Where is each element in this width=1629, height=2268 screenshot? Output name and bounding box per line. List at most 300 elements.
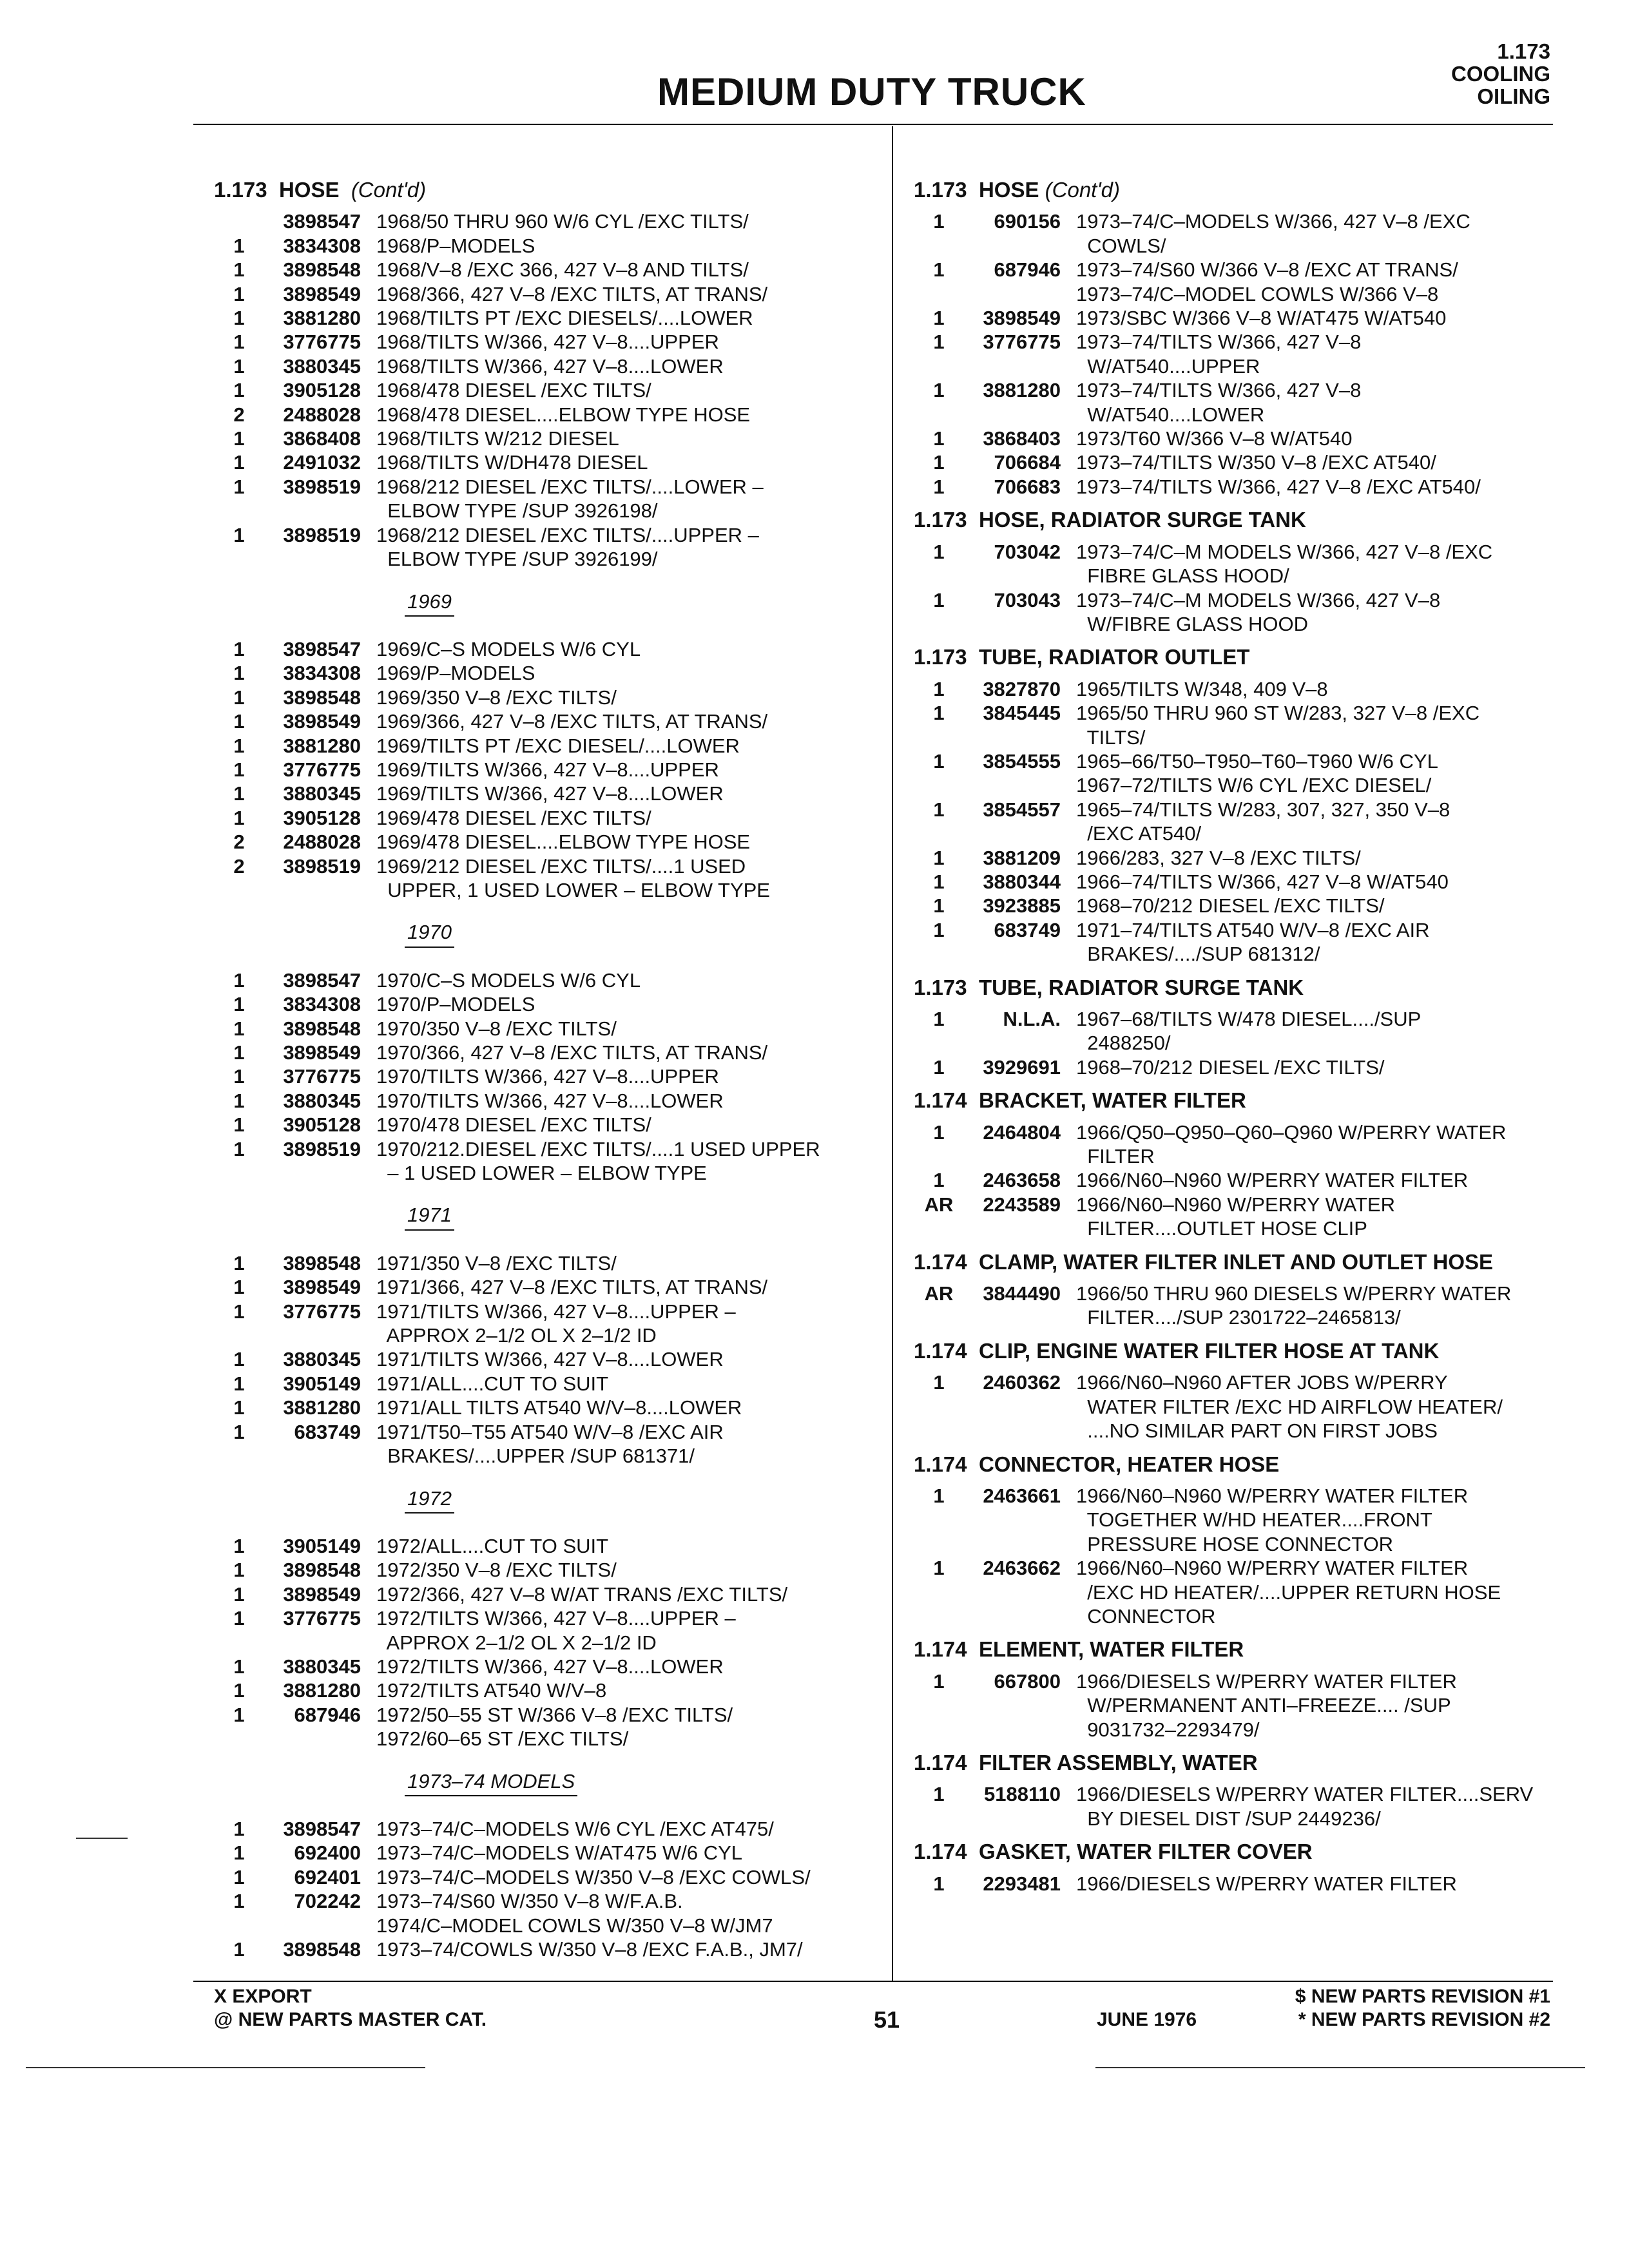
section-name: GASKET, WATER FILTER COVER	[978, 1840, 1313, 1864]
section-heading	[914, 178, 1571, 202]
part-description	[361, 403, 891, 427]
part-description	[361, 306, 891, 330]
section-code: 1.174	[914, 1750, 967, 1774]
part-row	[214, 1865, 891, 1889]
section-note: (Cont'd)	[351, 178, 427, 202]
section-code: 1.173	[914, 975, 967, 999]
part-quantity: 1	[933, 798, 945, 821]
part-description	[1061, 798, 1571, 846]
part-number: 3868403	[983, 427, 1061, 450]
part-row	[214, 734, 891, 758]
part-quantity: 1	[233, 1137, 245, 1160]
part-description	[361, 1396, 891, 1419]
part-row	[914, 870, 1571, 894]
part-description	[361, 854, 891, 903]
description-line: 1968/P–MODELS	[376, 234, 535, 257]
section-category-oiling: OILING	[1477, 84, 1550, 108]
description-line: 1973–74/C–M MODELS W/366, 427 V–8 /EXC	[1076, 540, 1493, 563]
description-line: 1968/50 THRU 960 W/6 CYL /EXC TILTS/	[376, 210, 749, 233]
section-name: CLIP, ENGINE WATER FILTER HOSE AT TANK	[978, 1338, 1440, 1363]
part-row	[914, 306, 1571, 330]
part-quantity: 1	[233, 710, 245, 733]
description-line: 1972/366, 427 V–8 W/AT TRANS /EXC TILTS/	[376, 1582, 788, 1606]
scan-edge-line	[26, 2067, 425, 2068]
description-line: FIBRE GLASS HOOD/	[1076, 564, 1289, 588]
part-number: 3834308	[283, 662, 361, 685]
part-number: 3880345	[283, 354, 361, 378]
description-line: PRESSURE HOSE CONNECTOR	[1076, 1532, 1394, 1555]
section-number: 1.173	[1497, 39, 1550, 63]
part-number: 3898549	[983, 307, 1061, 330]
part-description	[361, 354, 891, 378]
part-description	[361, 475, 891, 523]
part-quantity: 1	[233, 1679, 245, 1702]
left-column	[214, 169, 891, 1961]
part-number: 3898548	[283, 1559, 361, 1582]
description-line: FILTER....OUTLET HOSE CLIP	[1076, 1217, 1367, 1240]
legend-export: X EXPORT	[214, 1986, 312, 2007]
description-line: 1968/TILTS W/DH478 DIESEL	[376, 451, 648, 474]
description-line: 1973–74/C–MODELS W/6 CYL /EXC AT475/	[376, 1817, 774, 1840]
description-line: 1967–68/TILTS W/478 DIESEL..../SUP	[1076, 1008, 1422, 1030]
part-row	[214, 1251, 891, 1275]
part-description	[1061, 258, 1571, 306]
section-code: 1.173	[914, 645, 967, 669]
part-row	[214, 992, 891, 1016]
description-line: FILTER..../SUP 2301722–2465813/	[1076, 1306, 1401, 1329]
part-description	[1061, 330, 1571, 378]
part-quantity: 1	[233, 1089, 245, 1112]
part-number: 667800	[994, 1669, 1061, 1693]
part-row	[214, 1420, 891, 1468]
part-row	[214, 758, 891, 782]
part-number: 692401	[294, 1865, 361, 1888]
part-row	[914, 798, 1571, 846]
description-line: 1969/TILTS PT /EXC DIESEL/....LOWER	[376, 734, 740, 757]
part-row	[214, 1089, 891, 1113]
part-row	[914, 209, 1571, 258]
description-line: 1965–66/T50–T950–T60–T960 W/6 CYL	[1076, 749, 1438, 773]
section-name: ELEMENT, WATER FILTER	[978, 1637, 1244, 1662]
part-number: 702242	[294, 1890, 361, 1913]
description-line: 1969/478 DIESEL....ELBOW TYPE HOSE	[376, 831, 751, 854]
part-quantity: 1	[933, 210, 945, 233]
part-row	[914, 1168, 1571, 1192]
description-line: WATER FILTER /EXC HD AIRFLOW HEATER/	[1076, 1395, 1503, 1418]
part-quantity: 1	[933, 749, 945, 773]
description-line: /EXC HD HEATER/....UPPER RETURN HOSE	[1076, 1581, 1501, 1604]
description-line: APPROX 2–1/2 OL X 2–1/2 ID	[376, 1631, 657, 1654]
description-line: 1971/TILTS W/366, 427 V–8....LOWER	[376, 1348, 724, 1371]
section-heading	[914, 1250, 1571, 1274]
part-quantity: 1	[233, 475, 245, 498]
part-number: 687946	[994, 258, 1061, 282]
part-row	[214, 1372, 891, 1396]
description-line: 1968–70/212 DIESEL /EXC TILTS/	[1076, 1055, 1385, 1079]
part-quantity: 1	[933, 870, 945, 893]
part-description	[1061, 1782, 1571, 1831]
part-number: 3854555	[983, 749, 1061, 773]
section-heading	[214, 178, 891, 202]
part-quantity: 2	[233, 854, 245, 878]
part-description	[361, 1655, 891, 1678]
part-number: 692400	[294, 1841, 361, 1865]
part-quantity: 1	[233, 1420, 245, 1443]
part-quantity: 1	[233, 1276, 245, 1299]
part-description	[1061, 1669, 1571, 1742]
part-row	[214, 1678, 891, 1702]
description-line: W/AT540....UPPER	[1076, 354, 1260, 378]
part-number: 3827870	[983, 677, 1061, 700]
description-line: 1972/TILTS AT540 W/V–8	[376, 1679, 607, 1702]
scan-edge-line	[1095, 2067, 1585, 2068]
margin-mark	[76, 1838, 128, 1839]
description-line: 1968/V–8 /EXC 366, 427 V–8 AND TILTS/	[376, 258, 749, 282]
part-quantity: 1	[233, 758, 245, 781]
part-description	[361, 1275, 891, 1299]
description-line: 1967–72/TILTS W/6 CYL /EXC DIESEL/	[1076, 774, 1432, 797]
part-number: 3898548	[283, 258, 361, 282]
part-description	[1061, 677, 1571, 701]
part-quantity: 1	[933, 1872, 945, 1895]
description-line: 1972/60–65 ST /EXC TILTS/	[376, 1727, 629, 1751]
part-row	[214, 234, 891, 258]
year-subheading-wrap	[214, 572, 891, 637]
part-row	[914, 427, 1571, 450]
part-description	[361, 1372, 891, 1396]
part-row	[914, 1370, 1571, 1443]
description-line: 1968/212 DIESEL /EXC TILTS/....UPPER –	[376, 523, 759, 546]
part-quantity: 1	[233, 307, 245, 330]
section-note: (Cont'd)	[1045, 178, 1120, 202]
revision-1-legend: $ NEW PARTS REVISION #1	[1295, 1986, 1550, 2007]
part-description	[1061, 306, 1571, 330]
part-row	[214, 1841, 891, 1865]
part-quantity: 1	[233, 1655, 245, 1678]
part-number: 3845445	[983, 702, 1061, 725]
part-quantity: 1	[933, 588, 945, 611]
part-number: 3898549	[283, 1041, 361, 1064]
part-description	[361, 1865, 891, 1889]
part-quantity: 1	[933, 677, 945, 700]
part-quantity: 1	[233, 1938, 245, 1961]
part-row	[214, 523, 891, 572]
section-heading	[914, 1751, 1571, 1774]
part-number: 3834308	[283, 993, 361, 1016]
section-code: 1.174	[914, 1840, 967, 1864]
part-row	[914, 1484, 1571, 1556]
part-quantity: 1	[233, 734, 245, 757]
part-row	[914, 258, 1571, 306]
part-description	[361, 523, 891, 572]
section-name: FILTER ASSEMBLY, WATER	[978, 1750, 1258, 1774]
part-description	[361, 661, 891, 685]
part-number: 3881280	[283, 734, 361, 757]
part-number: 3923885	[983, 894, 1061, 918]
part-quantity: 1	[933, 894, 945, 918]
part-number: 3898548	[283, 1251, 361, 1274]
part-number: 5188110	[984, 1783, 1061, 1806]
part-quantity: 1	[233, 258, 245, 282]
description-line: 1969/366, 427 V–8 /EXC TILTS, AT TRANS/	[376, 710, 768, 733]
description-line: W/FIBRE GLASS HOOD	[1076, 612, 1308, 635]
part-number: 3854557	[983, 798, 1061, 821]
part-number: 687946	[294, 1703, 361, 1726]
part-quantity: 1	[233, 1113, 245, 1137]
part-description	[1061, 846, 1571, 870]
part-quantity: 1	[233, 234, 245, 257]
part-row	[214, 403, 891, 427]
description-line: 1972/50–55 ST W/366 V–8 /EXC TILTS/	[376, 1703, 733, 1726]
part-quantity: 2	[233, 403, 245, 426]
description-line: /EXC AT540/	[1076, 822, 1202, 845]
part-description	[1061, 450, 1571, 474]
description-line: UPPER, 1 USED LOWER – ELBOW TYPE	[376, 878, 770, 901]
part-quantity: 1	[233, 1041, 245, 1064]
part-number: 3898547	[283, 968, 361, 992]
description-line: 1971/350 V–8 /EXC TILTS/	[376, 1251, 617, 1274]
part-quantity: 1	[233, 1396, 245, 1419]
part-description	[361, 1347, 891, 1371]
description-line: 1973–74/S60 W/366 V–8 /EXC AT TRANS/	[1076, 258, 1458, 282]
part-description	[361, 992, 891, 1016]
description-line: 1970/212.DIESEL /EXC TILTS/....1 USED UPPER	[376, 1137, 820, 1160]
description-line: CONNECTOR	[1076, 1604, 1216, 1628]
section-code: 1.173	[914, 508, 967, 532]
part-number: 690156	[994, 210, 1061, 233]
description-line: 1973–74/TILTS W/366, 427 V–8	[1076, 331, 1362, 354]
part-description	[1061, 1370, 1571, 1443]
part-description	[1061, 1484, 1571, 1556]
part-row	[214, 354, 891, 378]
description-line: 1973–74/C–M MODELS W/366, 427 V–8	[1076, 588, 1441, 611]
part-number: 3898519	[283, 854, 361, 878]
section-name: HOSE	[278, 178, 340, 202]
part-description	[361, 1113, 891, 1137]
part-description	[1061, 1007, 1571, 1055]
description-line: 1970/TILTS W/366, 427 V–8....LOWER	[376, 1089, 724, 1112]
part-number: 3868408	[283, 427, 361, 450]
part-row	[214, 450, 891, 474]
column-divider	[892, 126, 893, 1981]
year-subheading: 1973–74 MODELS	[405, 1769, 577, 1796]
part-number: 3776775	[983, 331, 1061, 354]
part-number: 683749	[294, 1420, 361, 1443]
part-quantity: 1	[933, 1371, 945, 1394]
section-heading	[914, 645, 1571, 669]
footer-rule	[193, 1981, 1553, 1982]
part-number: 2464804	[983, 1120, 1061, 1144]
part-row	[914, 1872, 1571, 1896]
part-number: 3898547	[283, 210, 361, 233]
part-quantity: 1	[933, 1169, 945, 1192]
description-line: 1974/C–MODEL COWLS W/350 V–8 W/JM7	[376, 1914, 773, 1937]
description-line: 1972/ALL....CUT TO SUIT	[376, 1534, 609, 1557]
part-number: 3880345	[283, 1348, 361, 1371]
part-quantity: 1	[233, 1890, 245, 1913]
part-description	[361, 709, 891, 733]
description-line: 1966/N60–N960 AFTER JOBS W/PERRY	[1076, 1371, 1448, 1394]
description-line: 1965–74/TILTS W/283, 307, 327, 350 V–8	[1076, 798, 1451, 821]
part-row	[214, 854, 891, 903]
part-number: 3776775	[283, 1065, 361, 1088]
part-row	[914, 1193, 1571, 1241]
part-number: 2243589	[983, 1193, 1061, 1216]
part-quantity: 1	[233, 282, 245, 305]
part-number: 706684	[994, 451, 1061, 474]
part-number: 2463662	[983, 1557, 1061, 1580]
part-number: 2463661	[983, 1484, 1061, 1507]
part-description	[361, 1420, 891, 1468]
part-description	[1061, 894, 1571, 918]
section-code: 1.173	[914, 178, 967, 202]
part-description	[361, 1582, 891, 1606]
year-subheading: 1969	[405, 590, 454, 617]
part-number: 3880345	[283, 1089, 361, 1112]
part-number: 3898549	[283, 1276, 361, 1299]
part-quantity: 1	[233, 1065, 245, 1088]
part-row	[914, 450, 1571, 474]
part-number: 3898519	[283, 475, 361, 498]
part-number: 2460362	[983, 1371, 1061, 1394]
part-description	[361, 1678, 891, 1702]
part-number: 3834308	[283, 234, 361, 257]
description-line: 1972/TILTS W/366, 427 V–8....UPPER –	[376, 1607, 736, 1630]
description-line: 1970/P–MODELS	[376, 993, 535, 1016]
part-number: 3881209	[983, 846, 1061, 869]
part-quantity: 1	[933, 1055, 945, 1079]
section-name: TUBE, RADIATOR OUTLET	[978, 645, 1250, 669]
description-line: 1973–74/C–MODELS W/350 V–8 /EXC COWLS/	[376, 1865, 811, 1888]
description-line: 1968/478 DIESEL....ELBOW TYPE HOSE	[376, 403, 751, 426]
part-row	[914, 1055, 1571, 1079]
part-quantity: 1	[233, 968, 245, 992]
part-row	[214, 1041, 891, 1064]
part-row	[214, 1937, 891, 1961]
description-line: 1973–74/TILTS W/366, 427 V–8	[1076, 379, 1362, 402]
part-row	[914, 588, 1571, 637]
section-name: TUBE, RADIATOR SURGE TANK	[978, 975, 1304, 999]
part-quantity: 1	[233, 1607, 245, 1630]
part-quantity: 1	[933, 475, 945, 498]
year-subheading: 1972	[405, 1486, 454, 1514]
part-description	[361, 1937, 891, 1961]
description-line: 1970/478 DIESEL /EXC TILTS/	[376, 1113, 651, 1137]
part-description	[1061, 475, 1571, 499]
part-quantity: 1	[233, 662, 245, 685]
part-quantity: 1	[233, 1017, 245, 1040]
description-line: 1968/TILTS W/366, 427 V–8....UPPER	[376, 331, 719, 354]
part-number: N.L.A.	[1003, 1008, 1061, 1030]
description-line: BY DIESEL DIST /SUP 2449236/	[1076, 1807, 1381, 1830]
section-heading	[914, 1088, 1571, 1112]
part-number: 3905128	[283, 1113, 361, 1137]
part-quantity: 1	[233, 427, 245, 450]
part-row	[214, 709, 891, 733]
part-description	[1061, 701, 1571, 749]
description-line: 1970/350 V–8 /EXC TILTS/	[376, 1017, 617, 1040]
part-row	[914, 475, 1571, 499]
part-number: 3880345	[283, 782, 361, 805]
part-quantity: 1	[933, 258, 945, 282]
part-number: 3905128	[283, 806, 361, 829]
part-quantity: AR	[924, 1282, 954, 1305]
section-code: 1.174	[914, 1637, 967, 1662]
part-description	[361, 1558, 891, 1582]
section-code: 1.174	[914, 1249, 967, 1274]
part-description	[361, 1251, 891, 1275]
year-subheading-wrap	[214, 1751, 891, 1817]
part-description	[361, 1889, 891, 1937]
description-line: 1968–70/212 DIESEL /EXC TILTS/	[1076, 894, 1385, 918]
part-number: 3898519	[283, 1137, 361, 1160]
page-title: MEDIUM DUTY TRUCK	[657, 70, 1086, 113]
description-line: 2488250/	[1076, 1032, 1171, 1055]
part-quantity: 1	[233, 1251, 245, 1274]
part-quantity: 1	[233, 1372, 245, 1395]
description-line: BRAKES/..../SUP 681312/	[1076, 943, 1320, 966]
section-heading	[914, 508, 1571, 532]
part-number: 3776775	[283, 1607, 361, 1630]
part-row	[214, 258, 891, 282]
part-number: 2491032	[283, 451, 361, 474]
part-description	[361, 209, 891, 233]
part-row	[214, 1347, 891, 1371]
part-quantity: 1	[233, 1348, 245, 1371]
part-description	[1061, 427, 1571, 450]
description-line: 1973/T60 W/366 V–8 W/AT540	[1076, 427, 1353, 450]
part-row	[914, 1007, 1571, 1055]
description-line: 1966–74/TILTS W/366, 427 V–8 W/AT540	[1076, 870, 1449, 893]
part-row	[214, 475, 891, 523]
part-row	[214, 1137, 891, 1186]
section-code: 1.174	[914, 1452, 967, 1476]
description-line: 1966/N60–N960 W/PERRY WATER FILTER	[1076, 1557, 1469, 1580]
part-quantity: 1	[233, 637, 245, 660]
part-description	[361, 450, 891, 474]
part-quantity: 2	[233, 831, 245, 854]
part-row	[214, 1113, 891, 1137]
part-row	[214, 209, 891, 233]
part-number: 3905149	[283, 1534, 361, 1557]
part-number: 3880344	[983, 870, 1061, 893]
part-description	[1061, 378, 1571, 427]
description-line: 1966/N60–N960 W/PERRY WATER	[1076, 1193, 1396, 1216]
part-quantity: AR	[924, 1193, 954, 1216]
part-quantity: 1	[233, 1559, 245, 1582]
description-line: 1968/TILTS PT /EXC DIESELS/....LOWER	[376, 307, 753, 330]
part-description	[1061, 1193, 1571, 1241]
part-row	[914, 1556, 1571, 1628]
description-line: 1966/N60–N960 W/PERRY WATER FILTER	[1076, 1484, 1469, 1507]
part-description	[361, 782, 891, 805]
part-quantity: 1	[933, 379, 945, 402]
part-row	[214, 782, 891, 805]
part-description	[1061, 1120, 1571, 1169]
description-line: FILTER	[1076, 1145, 1155, 1168]
description-line: ELBOW TYPE /SUP 3926198/	[376, 499, 658, 523]
left-parts-list	[214, 209, 891, 1961]
part-description	[361, 758, 891, 782]
part-quantity: 1	[933, 331, 945, 354]
description-line: 1971/T50–T55 AT540 W/V–8 /EXC AIR	[376, 1420, 724, 1443]
part-number: 3898547	[283, 637, 361, 660]
part-quantity: 1	[933, 427, 945, 450]
part-description	[361, 258, 891, 282]
description-line: 1965/50 THRU 960 ST W/283, 327 V–8 /EXC	[1076, 702, 1480, 725]
part-number: 3898548	[283, 686, 361, 709]
section-name: CONNECTOR, HEATER HOSE	[978, 1452, 1280, 1476]
